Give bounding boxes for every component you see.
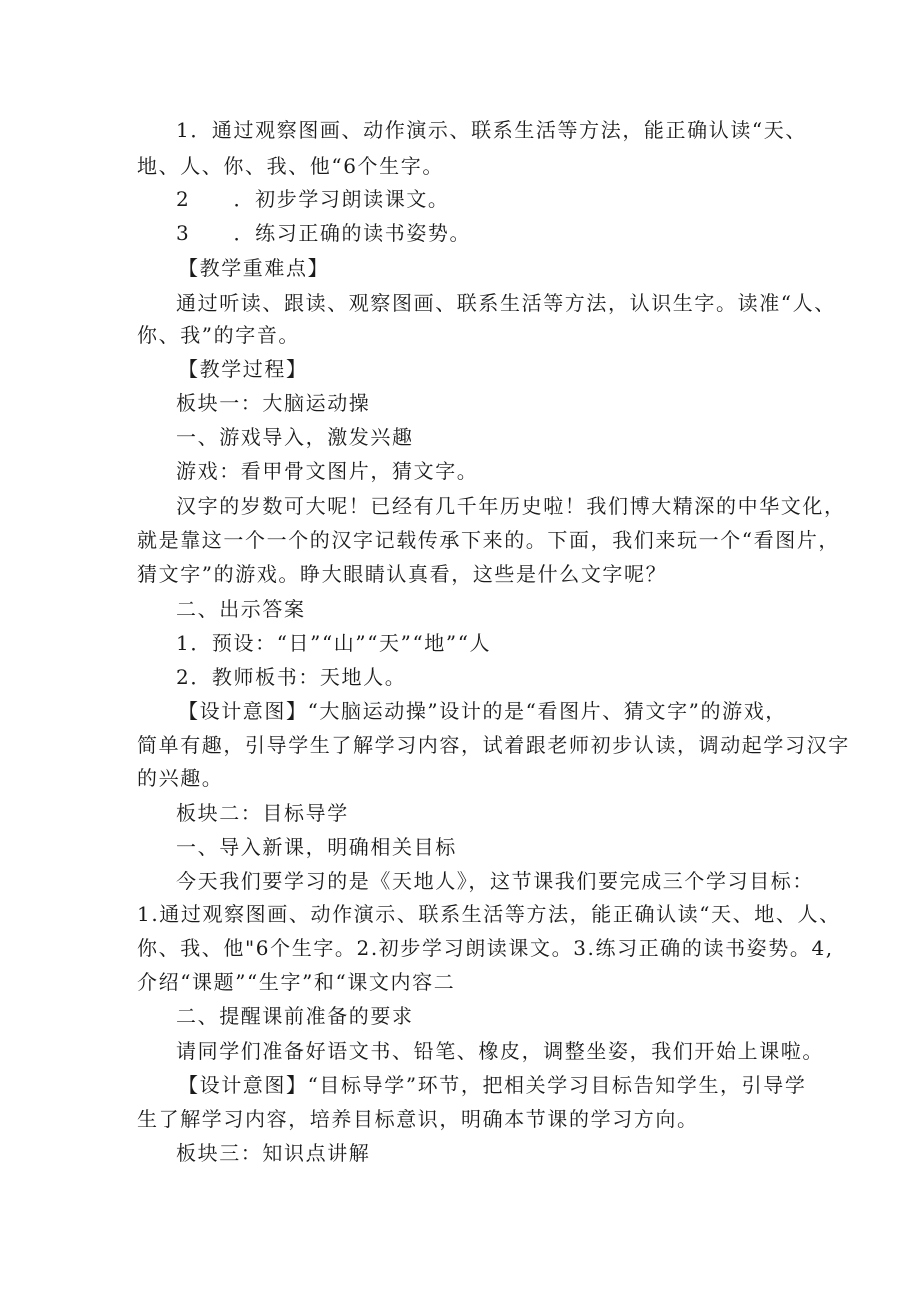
text-line: 简单有趣，引导学生了解学习内容，试着跟老师初步认读，调动起学习汉字 [137, 733, 850, 757]
text-line: 【设计意图】“大脑运动操”设计的是“看图片、猜文字”的游戏， [178, 699, 787, 723]
text-line: 二、提醒课前准备的要求 [176, 1004, 414, 1028]
text-line: 请同学们准备好语文书、铅笔、橡皮，调整坐姿，我们开始上课啦。 [176, 1039, 824, 1063]
text-line: 介绍“课题”“生字”和“课文内容二 [137, 970, 456, 994]
text-line: 生了解学习内容，培养目标意识，明确本节课的学习方向。 [137, 1107, 699, 1131]
text-line: 1．通过观察图画、动作演示、联系生活等方法，能正确认读“天、 [176, 118, 807, 142]
text-line: 你、我、他"6个生字。2.初步学习朗读课文。3.练习正确的读书姿势。4, [137, 936, 834, 960]
text-line: 2．教师板书：天地人。 [176, 665, 407, 689]
text-line: 你、我”的字音。 [137, 323, 301, 347]
text-line: 板块二：目标导学 [176, 801, 349, 825]
text-line: 猜文字”的游戏。睁大眼睛认真看，这些是什么文字呢？ [137, 562, 668, 586]
text-line: 板块三：知识点讲解 [176, 1141, 371, 1165]
text-line: 游戏：看甲骨文图片，猜文字。 [176, 459, 479, 483]
text-line: 【教学重难点】 [178, 256, 330, 280]
text-line: 今天我们要学习的是《天地人》，这节课我们要完成三个学习目标： [176, 869, 814, 893]
text-line: 一、导入新课，明确相关目标 [176, 835, 457, 859]
text-line: 1.通过观察图画、动作演示、联系生活等方法，能正确认读“天、地、人、 [137, 902, 841, 926]
text-line: 二、出示答案 [176, 597, 306, 621]
text-line: 的兴趣。 [137, 766, 224, 790]
text-line: 就是靠这一个一个的汉字记载传承下来的。下面，我们来玩一个“看图片， [137, 528, 841, 552]
text-line: 一、游戏导入，激发兴趣 [176, 425, 414, 449]
text-line: 3 ．练习正确的读书姿势。 [176, 221, 472, 245]
text-line: 【教学过程】 [178, 357, 308, 381]
text-line: 1．预设：“日”“山”“天”“地”“人 [176, 631, 492, 655]
text-line: 2 ．初步学习朗读课文。 [176, 187, 450, 211]
text-line: 地、人、你、我、他“6个生字。 [137, 154, 444, 178]
text-line: 板块一：大脑运动操 [176, 391, 371, 415]
text-line: 汉字的岁数可大呢！已经有几千年历史啦！我们博大精深的中华文化， [176, 494, 846, 518]
text-line: 【设计意图】“目标导学”环节，把相关学习目标告知学生，引导学 [178, 1073, 807, 1097]
text-line: 通过听读、跟读、观察图画、联系生活等方法，认识生字。读准“人、 [176, 291, 836, 315]
